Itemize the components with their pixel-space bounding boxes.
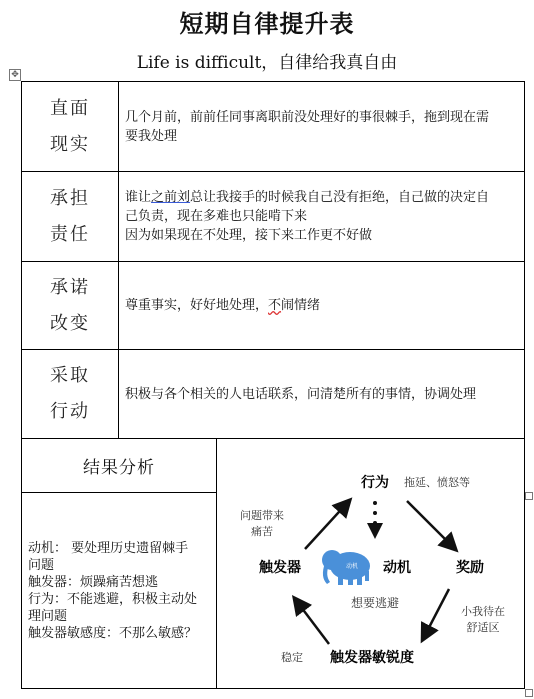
row-label (50, 358, 90, 430)
table-move-handle-icon[interactable]: ✥ (9, 69, 21, 81)
note-reward-2: 舒适区 (466, 621, 500, 634)
resize-handle-icon[interactable] (525, 689, 533, 697)
content-line (125, 188, 489, 207)
row-label-cell (22, 172, 119, 262)
page-title: 短期自律提升表 (179, 10, 355, 38)
result-heading: 结果分析 (22, 439, 217, 493)
result-line: 行为：不能逃避，积极主动处 (28, 591, 198, 607)
row-label-line: 行动 (50, 401, 90, 422)
arrow-behavior-to-reward (407, 501, 455, 549)
row-content-cell[interactable] (119, 262, 525, 350)
content-span: 闹情绪 (281, 298, 321, 313)
row-label-cell (22, 82, 119, 172)
result-line: 理问题 (28, 608, 68, 624)
row-content (125, 188, 489, 245)
arrow-sensitivity-to-trigger (295, 599, 329, 644)
arrow-reward-to-sensitivity (423, 589, 449, 639)
row-label-line: 采取 (50, 365, 90, 386)
behavior-model-diagram (217, 439, 525, 689)
node-reward: 奖励 (456, 560, 484, 576)
node-trigger: 触发器 (259, 560, 301, 576)
self-discipline-table (21, 81, 525, 689)
row-label-cell (22, 350, 119, 439)
row-content (125, 108, 489, 146)
row-content-cell[interactable] (119, 350, 525, 439)
content-line: 几个月前，前前任同事离职前没处理好的事很棘手，拖到现在需 (125, 109, 490, 125)
note-trigger-1: 问题带来 (240, 509, 284, 522)
content-line: 因为如果现在不处理，接下来工作更不好做 (125, 228, 373, 243)
page-subtitle: Life is difficult，自律给我真自由 (136, 53, 398, 73)
elephant-label: 动机 (345, 563, 359, 570)
content-line: 己负责，现在多难也只能啃下来 (125, 209, 308, 224)
row-label (50, 181, 90, 253)
note-reward-1: 小我待在 (461, 605, 505, 618)
result-line: 触发器：烦躁痛苦想逃 (28, 574, 159, 590)
dot (373, 511, 377, 515)
row-content-cell[interactable] (119, 82, 525, 172)
result-line: 动机： 要处理历史遗留棘手 (28, 540, 189, 556)
node-behavior: 行为 (361, 475, 389, 491)
node-motivation: 动机 (383, 560, 411, 576)
spellcheck-underlined-text: 之前刘 (151, 190, 191, 205)
dot (373, 521, 377, 525)
row-label-line: 承诺 (50, 276, 90, 298)
row-label-cell (22, 262, 119, 350)
note-behavior: 拖延、愤怒等 (404, 476, 470, 489)
row-label-line: 改变 (50, 312, 90, 334)
note-sensitivity: 稳定 (281, 651, 303, 664)
behavior-loop-svg (217, 439, 525, 689)
row-label-line: 责任 (50, 223, 90, 245)
arrow-trigger-to-behavior (305, 501, 349, 549)
row-label-line: 承担 (50, 187, 90, 209)
result-line: 触发器敏感度：不那么敏感？ (28, 625, 198, 641)
result-body[interactable] (22, 493, 217, 689)
content-span: 尊重事实，好好地处理， (125, 298, 269, 313)
row-label-line: 直面 (50, 97, 90, 119)
resize-handle-icon[interactable] (525, 492, 533, 500)
result-text (28, 540, 197, 642)
note-trigger-2: 痛苦 (251, 525, 273, 538)
content-line: 要我处理 (125, 128, 178, 144)
spellcheck-underlined-text: 不 (268, 298, 282, 313)
row-content (125, 296, 320, 315)
content-span: 总让我接手的时候我自己没有拒绝，自己做的决定自 (190, 190, 490, 205)
row-label (50, 91, 90, 163)
note-motivation: 想要逃避 (350, 596, 400, 610)
row-label (50, 270, 90, 342)
result-line: 问题 (28, 557, 55, 573)
content-span: 谁让 (125, 190, 152, 205)
row-content: 积极与各个相关的人电话联系，问清楚所有的事情，协调处理 (125, 386, 477, 402)
row-content-cell[interactable] (119, 172, 525, 262)
row-label-line: 现实 (50, 133, 90, 155)
node-trigger-sensitivity: 触发器敏锐度 (330, 650, 414, 666)
dot (373, 501, 377, 505)
